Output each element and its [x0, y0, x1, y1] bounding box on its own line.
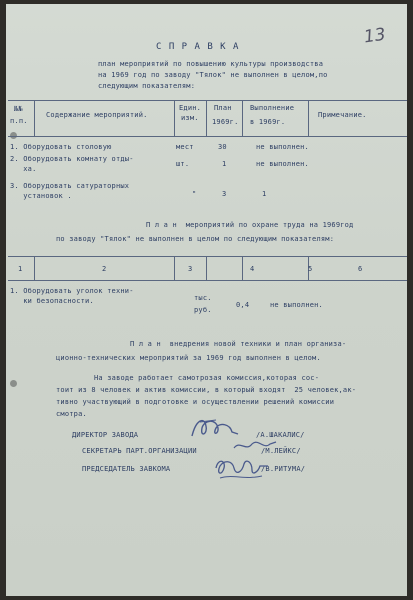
section3-line: тоит из 8 человек и актив комиссии, в который входят 25 человек,ак-	[56, 386, 357, 394]
table-row-content: 3. Оборудовать сатураторных	[10, 182, 130, 190]
table-row-content: 1. Оборудовать уголок техни-	[10, 287, 134, 295]
section3-line: ционно-технических мероприятий за 1969 год выполнен в целом.	[56, 354, 321, 362]
table-row-unit: "	[192, 190, 197, 198]
section3-line: смотра.	[56, 410, 87, 418]
header-num: п.п.	[10, 117, 28, 125]
section3-line: тивно участвующий в подготовке и осуществлении решений комиссии	[56, 398, 335, 406]
column-number: 2	[102, 265, 107, 273]
intro-line: план мероприятий по повышению культуры производства	[98, 60, 324, 68]
signature-name: /В.РИТУМА/	[261, 465, 306, 473]
signature-role: СЕКРЕТАРЬ ПАРТ.ОРГАНИЗАЦИИ	[82, 447, 197, 455]
table-row-plan: 0,4	[236, 301, 250, 309]
table-divider	[174, 100, 175, 136]
header-note: Примечание.	[318, 111, 367, 119]
document-title: С П Р А В К А	[156, 42, 240, 52]
column-number: 1	[18, 265, 23, 273]
binder-hole	[10, 380, 17, 387]
table-row-unit: руб.	[194, 306, 212, 314]
table-divider	[174, 256, 175, 280]
section3-line: На заводе работает самотрозая комиссия,которая сос-	[94, 374, 320, 382]
table-row-unit: шт.	[176, 160, 190, 168]
table-row-unit: тыс.	[194, 294, 212, 302]
table-divider	[308, 100, 309, 136]
chairman-signature-icon	[212, 454, 272, 484]
table-row-content: установок .	[10, 192, 72, 200]
column-number: 5	[308, 265, 313, 273]
header-done: в 1969г.	[250, 118, 286, 126]
table-divider	[242, 100, 243, 136]
table-rule	[8, 100, 407, 101]
table-row-content: ха.	[10, 165, 37, 173]
table-row-plan: 30	[218, 143, 227, 151]
table-rule	[8, 136, 407, 137]
table-rule	[8, 256, 407, 257]
column-number: 6	[358, 265, 363, 273]
table-row-content: 2. Оборудовать комнату отды-	[10, 155, 134, 163]
table-divider	[242, 256, 243, 280]
header-unit: Един.	[179, 104, 202, 112]
signature-name: /А.ШАКАЛИС/	[256, 431, 305, 439]
table-row-unit: мест	[176, 143, 194, 151]
intro-line: на 1969 год по заводу "Тялок" не выполнен в целом,по	[98, 71, 328, 79]
page-number: 13	[362, 24, 387, 48]
column-number: 3	[188, 265, 193, 273]
table-rule	[8, 280, 407, 281]
header-content: Содержание мероприятий.	[46, 111, 148, 119]
section2-line: П л а н мероприятий по охране труда на 1969год	[146, 221, 354, 229]
table-row-content: 1. Оборудовать столовую	[10, 143, 112, 151]
signature-role: ДИРЕКТОР ЗАВОДА	[72, 431, 139, 439]
signature-name: /М.ЛЕЙКС/	[261, 447, 301, 455]
header-plan: 1969г.	[212, 118, 239, 126]
intro-line: следующим показателям:	[98, 82, 196, 90]
header-plan: План	[214, 104, 232, 112]
table-divider	[34, 100, 35, 136]
signature-role: ПРЕДСЕДАТЕЛЬ ЗАВКОМА	[82, 465, 171, 473]
table-divider	[206, 256, 207, 280]
table-divider	[206, 100, 207, 136]
secretary-signature-icon	[230, 436, 280, 456]
table-row-content: ки безопасности.	[10, 297, 94, 305]
section2-line: по заводу "Тялок" не выполнен в целом по следующим показателям:	[56, 235, 335, 243]
header-unit: изм.	[181, 114, 199, 122]
section3-line: П л а н внедрения новой техники и план организа-	[130, 340, 347, 348]
table-row-plan: 3	[222, 190, 227, 198]
column-number: 4	[250, 265, 255, 273]
table-row-done: не выполнен.	[256, 160, 309, 168]
header-done: Выполнение	[250, 104, 295, 112]
table-row-plan: 1	[222, 160, 227, 168]
document-page	[6, 4, 407, 596]
table-row-done: не выполнен.	[256, 143, 309, 151]
header-num: №№	[14, 105, 23, 113]
table-divider	[34, 256, 35, 280]
table-row-done: 1	[262, 190, 267, 198]
table-row-done: не выполнен.	[270, 301, 323, 309]
